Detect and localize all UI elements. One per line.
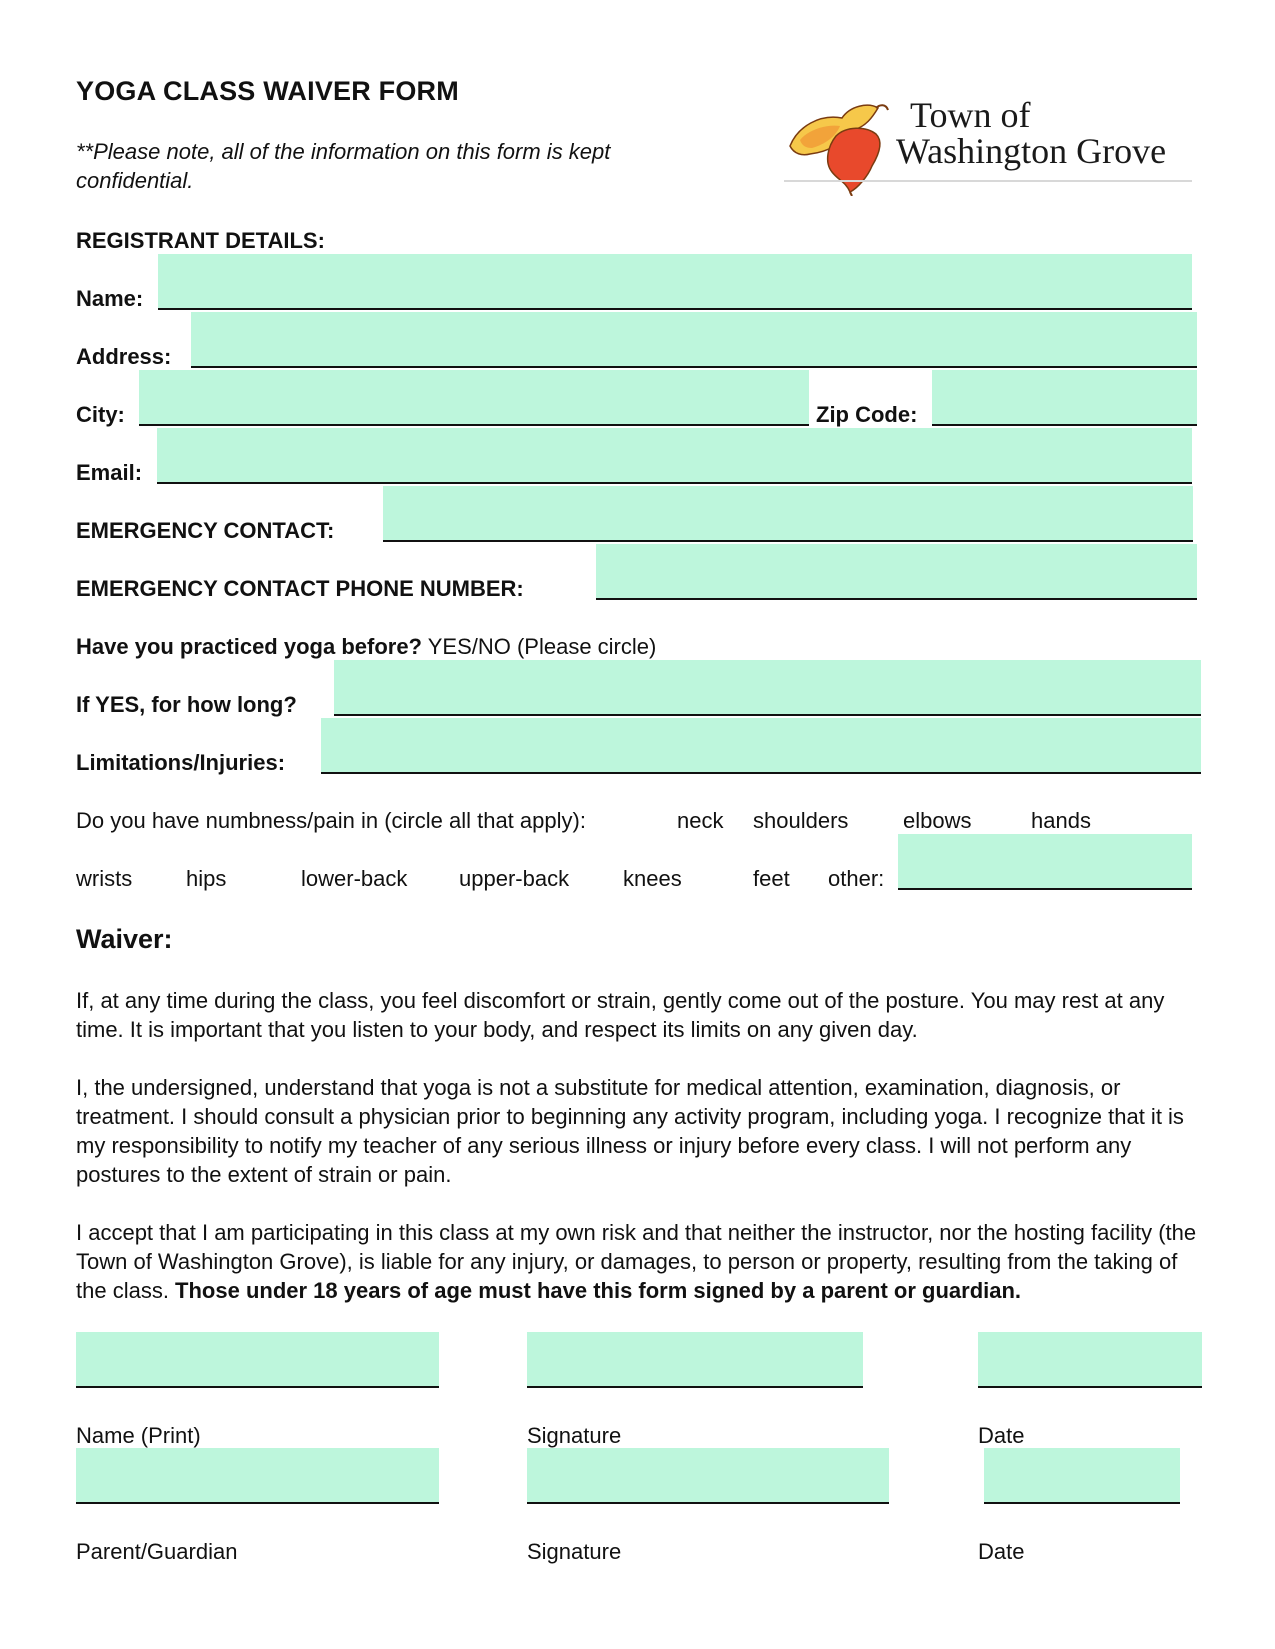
- emergency-contact-field[interactable]: [383, 486, 1193, 542]
- parent-signature-caption: Signature: [527, 1539, 622, 1564]
- practiced-label: Have you practiced yoga before?: [76, 634, 422, 659]
- waiver-heading: Waiver:: [76, 924, 173, 954]
- waiver-paragraph-2: I, the undersigned, understand that yoga is not a substitute for medical attention, examination, diagnosis, or treatment. I should consult a physician prior to beginning any activity program, including yoga. I recognize that it is my responsibility to notify my teacher of any serious illness or injury before every class. I will not perform any postures to the extent of strain or pain.: [76, 1075, 1184, 1187]
- option-knees[interactable]: knees: [623, 866, 682, 891]
- option-hips[interactable]: hips: [186, 866, 227, 891]
- waiver-paragraph-1: If, at any time during the class, you feel discomfort or strain, gently come out of the posture. You may rest at any time. It is important that you listen to your body, and respect its limits on any given day.: [76, 988, 1165, 1042]
- name-field[interactable]: [158, 254, 1192, 310]
- print-name-caption: Name (Print): [76, 1423, 201, 1448]
- zip-code-field[interactable]: [932, 370, 1197, 426]
- parent-guardian-caption: Parent/Guardian: [76, 1539, 238, 1564]
- logo-line1: Town of: [910, 95, 1031, 135]
- address-field[interactable]: [191, 312, 1197, 368]
- waiver-minor-notice: Those under 18 years of age must have this form signed by a parent or guardian.: [175, 1278, 1022, 1303]
- parent-signature-field[interactable]: [527, 1448, 889, 1504]
- numbness-question: Do you have numbness/pain in (circle all that apply):: [76, 808, 586, 833]
- option-elbows[interactable]: elbows: [903, 808, 972, 833]
- option-lower-back[interactable]: lower-back: [301, 866, 408, 891]
- parent-guardian-name-field[interactable]: [76, 1448, 439, 1504]
- option-wrists[interactable]: wrists: [76, 866, 133, 891]
- practiced-question: [76, 634, 656, 660]
- how-long-field[interactable]: [334, 660, 1201, 716]
- emergency-phone-field[interactable]: [596, 544, 1197, 600]
- logo-line2: Washington Grove: [896, 131, 1167, 171]
- waiver-paragraph-3: [76, 1218, 1206, 1305]
- other-label: other:: [828, 866, 885, 891]
- email-field[interactable]: [157, 428, 1192, 484]
- address-label: Address:: [76, 344, 172, 369]
- how-long-label: If YES, for how long?: [76, 692, 297, 717]
- option-feet[interactable]: feet: [753, 866, 790, 891]
- date-caption: Date: [978, 1423, 1025, 1448]
- form-title: YOGA CLASS WAIVER FORM: [76, 76, 459, 106]
- option-upper-back[interactable]: upper-back: [459, 866, 570, 891]
- city-field[interactable]: [139, 370, 809, 426]
- print-name-field[interactable]: [76, 1332, 439, 1388]
- logo-rule: [784, 180, 1192, 182]
- date-field[interactable]: [978, 1332, 1202, 1388]
- emergency-contact-label: EMERGENCY CONTACT:: [76, 518, 335, 543]
- parent-date-field[interactable]: [984, 1448, 1180, 1504]
- practiced-options[interactable]: YES/NO (Please circle): [427, 634, 657, 659]
- parent-date-caption: Date: [978, 1539, 1025, 1564]
- zip-label: Zip Code:: [816, 402, 918, 427]
- name-label: Name:: [76, 286, 144, 311]
- waiver-paragraph-3-text: I accept that I am participating in this class at my own risk and that neither the instructor, nor the hosting facility (the Town of Washington Grove), is liable for any injury, or damages, to person or property, resulting from the taking of the class.: [76, 1220, 1197, 1303]
- town-logo: [780, 96, 1200, 196]
- signature-caption: Signature: [527, 1423, 622, 1448]
- confidential-note: **Please note, all of the information on this form is kept confidential.: [76, 139, 611, 193]
- option-hands[interactable]: hands: [1031, 808, 1091, 833]
- registrant-heading: REGISTRANT DETAILS:: [76, 228, 325, 253]
- other-field[interactable]: [898, 834, 1192, 890]
- limitations-field[interactable]: [321, 718, 1201, 774]
- city-label: City:: [76, 402, 125, 427]
- option-neck[interactable]: neck: [677, 808, 724, 833]
- email-label: Email:: [76, 460, 143, 485]
- option-shoulders[interactable]: shoulders: [753, 808, 849, 833]
- emergency-phone-label: EMERGENCY CONTACT PHONE NUMBER:: [76, 576, 524, 601]
- signature-field[interactable]: [527, 1332, 863, 1388]
- limitations-label: Limitations/Injuries:: [76, 750, 286, 775]
